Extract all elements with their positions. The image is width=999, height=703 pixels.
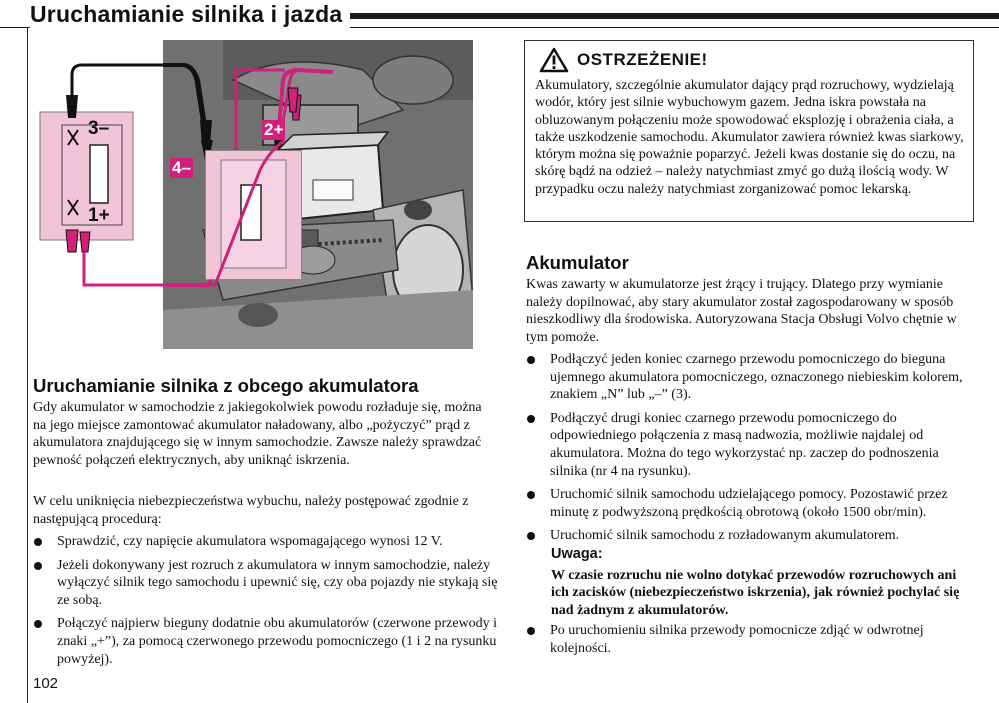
left-intro: Gdy akumulator w samochodzie z jakiegokolwiek powodu rozładuje się, można na jego miejsce zamontować akumulator naładowany, albo „pożyczyć” prąd z akumulatora znajdującego się w innym samochodzie. Zawsze należy sprawdzać pewność połączeń elektrycznych, aby uniknąć iskrzenia.: [33, 400, 482, 468]
right-intro: Kwas zawarty w akumulatorze jest żrący i trujący. Dlatego przy wymianie należy dopilnować, aby stary akumulator został zagospodarowany w sposób nieszkodliwy dla środowiska. Autoryzowana Stacja Obsługi Volvo chętnie w tym pomoże.: [526, 277, 957, 345]
left-intro-2: W celu uniknięcia niebezpieczeństwa wybuchu, należy postępować zgodnie z następującą procedurą:: [33, 494, 469, 527]
right-bullet-list: [524, 351, 970, 551]
label-3-minus: 3–: [88, 118, 110, 139]
list-item: Podłączyć jeden koniec czarnego przewodu pomocniczego do bieguna ujemnego akumulatora pomocniczego, oznaczonego niebieskim kolorem, znakiem „N” lub „–” (3).: [524, 351, 970, 404]
note-text: W czasie rozruchu nie wolno dotykać przewodów rozruchowych ani ich zacisków (niebezpieczeństwo iskrzenia), jak również pochylać się nad żadnym z akumulatorów.: [551, 568, 960, 618]
left-bullet-list: [31, 533, 499, 674]
list-item: Jeżeli dokonywany jest rozruch z akumulatora w innym samochodzie, należy wyłączyć silnik tego samochodu i upewnić się, czy oba pojazdy nie stykają się ze sobą.: [31, 557, 499, 610]
label-4-minus: 4–: [172, 158, 191, 177]
list-item: Połączyć najpierw bieguny dodatnie obu akumulatorów (czerwone przewody i znaki „+”), za pomocą czerwonego przewodu pomocniczego (1 i 2 na rysunku powyżej).: [31, 615, 499, 668]
list-item: Uruchomić silnik samochodu udzielającego pomocy. Pozostawić przez minutę z podwyższoną prędkością obrotową (około 1500 obr/min).: [524, 486, 970, 521]
warning-triangle-icon: [539, 47, 569, 73]
note-label: Uwaga:: [551, 546, 603, 562]
left-heading: Uruchamianie silnika z obcego akumulatora: [33, 375, 419, 396]
list-item: Uruchomić silnik samochodu z rozładowanym akumulatorem.: [524, 527, 970, 545]
section-title: Uruchamianie silnika i jazda: [30, 1, 350, 28]
warning-title: OSTRZEŻENIE!: [577, 50, 708, 69]
right-heading: Akumulator: [526, 252, 629, 273]
page-number: 102: [33, 675, 59, 692]
list-item: Po uruchomieniu silnika przewody pomocnicze zdjąć w odwrotnej kolejności.: [524, 622, 970, 657]
label-1-plus: 1+: [88, 205, 110, 226]
right-bullet-list-final: [524, 622, 970, 663]
label-2-plus: 2+: [264, 120, 284, 139]
list-item: Sprawdzić, czy napięcie akumulatora wspomagającego wynosi 12 V.: [31, 533, 499, 551]
warning-box: [524, 40, 974, 222]
list-item: Podłączyć drugi koniec czarnego przewodu pomocniczego do odpowiedniego połączenia z masą nadwozia, możliwie najdalej od akumulatora. Można do tego wykorzystać np. zaczep do podnoszenia silnika (nr 4 na rysunku).: [524, 410, 970, 480]
warning-text: Akumulatory, szczególnie akumulator dający prąd rozruchowy, wydzielają wodór, który jest silnie wybuchowym gazem. Jedna iskra powstała na obluzowanym połączeniu może spowodować eksplozję i obrażenia ciała, a także uszkodzenie samochodu. Akumulator zawiera również kwas siarkowy, którym można się poważnie poparzyć. Jeżeli kwas dostanie się do oczu, na skórę bądź na odzież – należy natychmiast zmyć go dużą ilością wody. W przypadku oczu należy natychmiast zorganizować pomoc lekarską.: [535, 78, 964, 197]
